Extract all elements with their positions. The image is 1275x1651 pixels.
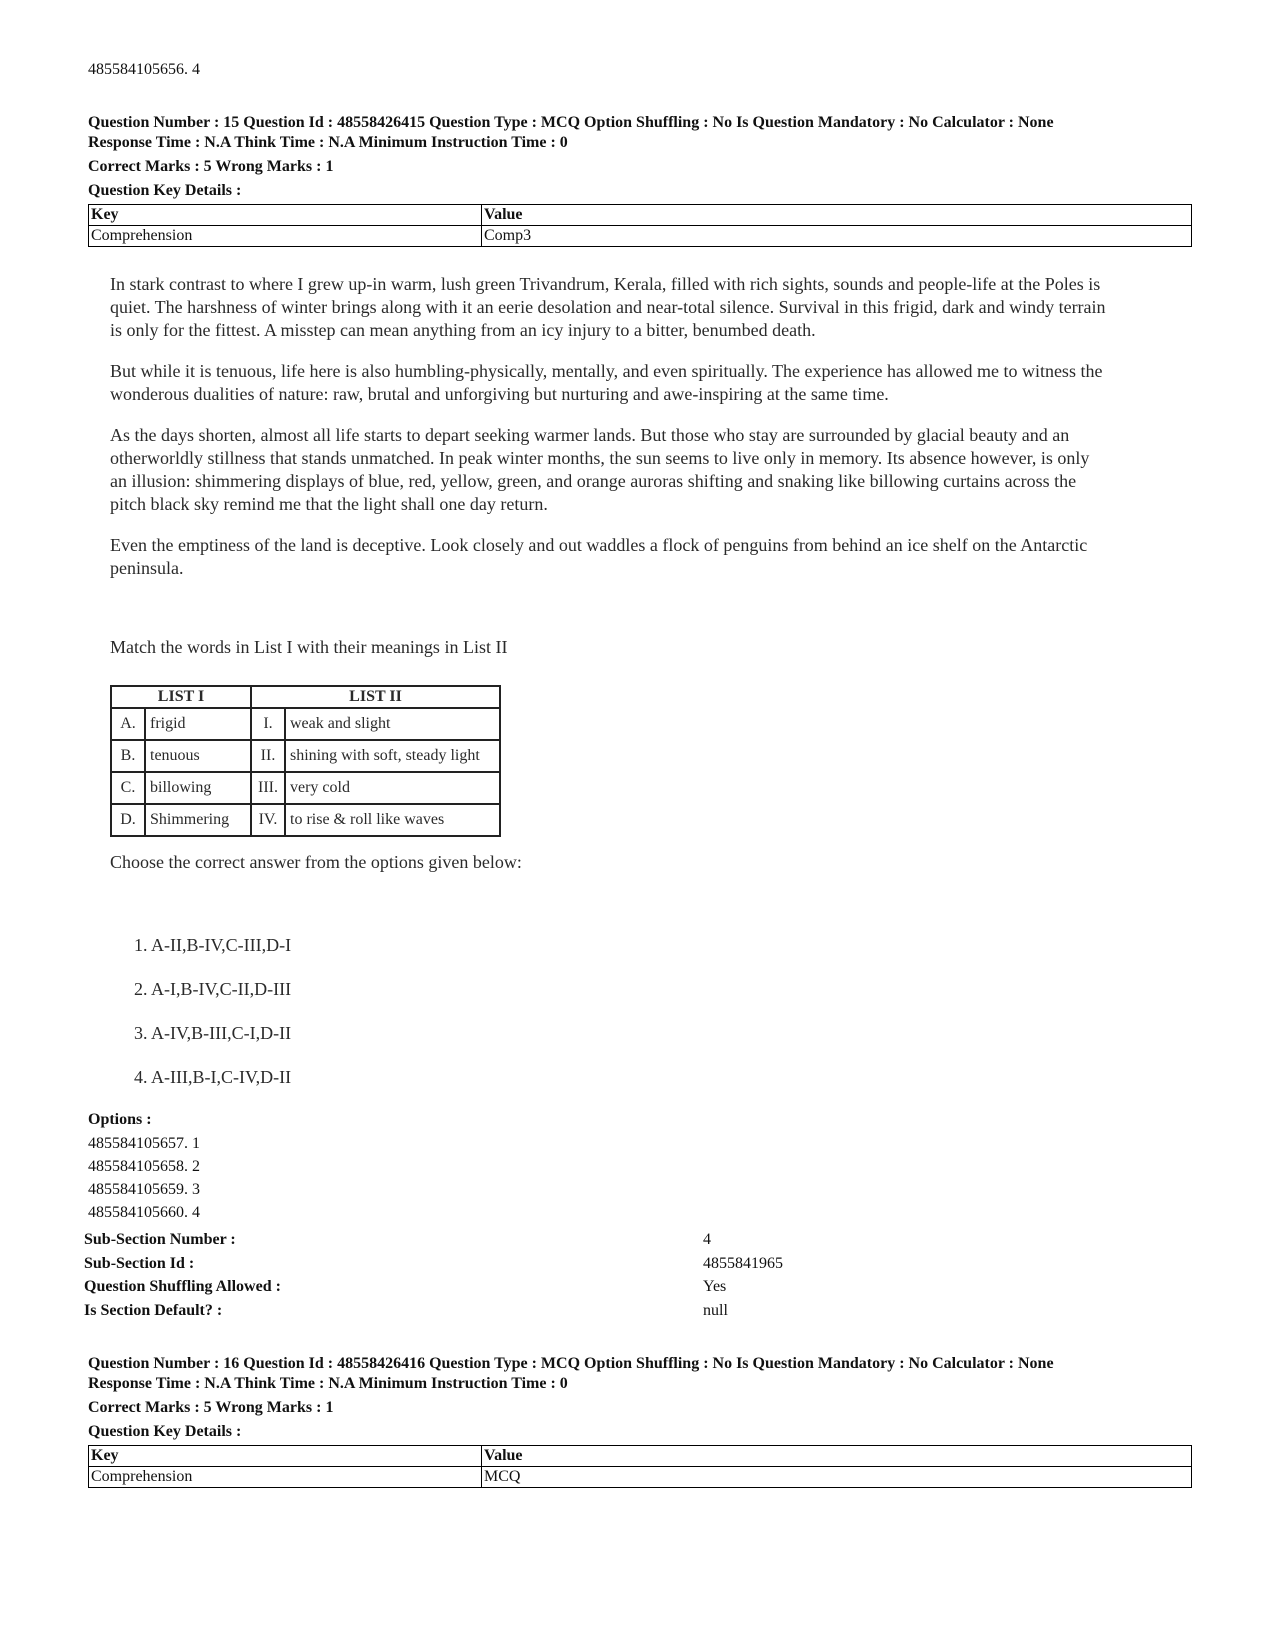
- q16-header-line1: Question Number : 16 Question Id : 48558426416 Question Type : MCQ Option Shuffling : No Is Question Mandatory : No Calculator : None: [88, 1355, 1054, 1372]
- passage-line: Even the emptiness of the land is deceptive. Look closely and out waddles a flock of penguins from behind an ice shelf on the Antarctic: [110, 535, 1088, 555]
- list-ii-meaning: weak and slight: [285, 708, 500, 740]
- list-i-letter: D.: [111, 804, 145, 836]
- table-row: [111, 708, 500, 740]
- passage-line: pitch black sky remind me that the light shall one day return.: [110, 494, 548, 514]
- choose-instruction: Choose the correct answer from the options given below:: [110, 852, 522, 872]
- passage-line: But while it is tenuous, life here is also humbling-physically, mentally, and even spiritually. The experience has allowed me to witness the: [110, 361, 1103, 381]
- options-label: Options :: [88, 1111, 152, 1128]
- list-i-header: LIST I: [111, 686, 251, 708]
- key-header: Key: [89, 1446, 482, 1467]
- passage-line: is only for the fittest. A misstep can mean anything from an icy injury to a bitter, benumbed death.: [110, 320, 816, 340]
- q15-header-line1: Question Number : 15 Question Id : 48558426415 Question Type : MCQ Option Shuffling : No Is Question Mandatory : No Calculator : None: [88, 114, 1054, 131]
- passage-line: peninsula.: [110, 558, 184, 578]
- match-table: [110, 685, 501, 837]
- q15-key-details-label: Question Key Details :: [88, 182, 242, 199]
- list-ii-meaning: to rise & roll like waves: [285, 804, 500, 836]
- passage: [110, 273, 1200, 598]
- choice-1: 1. A-II,B-IV,C-III,D-I: [134, 935, 292, 955]
- list-ii-numeral: IV.: [251, 804, 285, 836]
- passage-line: In stark contrast to where I grew up-in warm, lush green Trivandrum, Kerala, filled with rich sights, sounds and people-life at the Poles is: [110, 274, 1101, 294]
- shuffle-value: Yes: [703, 1278, 727, 1295]
- key-cell: Comprehension: [89, 1467, 482, 1488]
- passage-paragraph-2: [110, 360, 1200, 406]
- list-ii-meaning: very cold: [285, 772, 500, 804]
- list-ii-meaning: shining with soft, steady light: [285, 740, 500, 772]
- match-instruction: Match the words in List I with their meanings in List II: [110, 637, 508, 657]
- section-default-value: null: [703, 1302, 728, 1319]
- passage-line: As the days shorten, almost all life starts to depart seeking warmer lands. But those who stay are surrounded by glacial beauty and an: [110, 425, 1070, 445]
- passage-paragraph-4: [110, 534, 1200, 580]
- section-default-label: Is Section Default? :: [84, 1302, 223, 1319]
- list-i-word: Shimmering: [145, 804, 251, 836]
- passage-paragraph-3: [110, 424, 1200, 516]
- subsection-id-label: Sub-Section Id :: [84, 1255, 195, 1272]
- shuffle-label: Question Shuffling Allowed :: [84, 1278, 281, 1295]
- table-row: [111, 772, 500, 804]
- table-row: [111, 804, 500, 836]
- list-i-word: billowing: [145, 772, 251, 804]
- subsection-number-label: Sub-Section Number :: [84, 1231, 236, 1248]
- value-header: Value: [482, 205, 1192, 226]
- list-i-letter: C.: [111, 772, 145, 804]
- passage-line: wonderous dualities of nature: raw, brutal and unforgiving but nurturing and awe-inspiring at the same time.: [110, 384, 889, 404]
- list-ii-numeral: II.: [251, 740, 285, 772]
- passage-paragraph-1: [110, 273, 1200, 342]
- q15-marks: Correct Marks : 5 Wrong Marks : 1: [88, 158, 334, 175]
- option-id: 485584105657. 1: [88, 1135, 200, 1152]
- list-ii-numeral: I.: [251, 708, 285, 740]
- subsection-number: 4: [703, 1231, 711, 1248]
- choice-2: 2. A-I,B-IV,C-II,D-III: [134, 979, 292, 999]
- list-ii-header: LIST II: [251, 686, 500, 708]
- list-i-letter: B.: [111, 740, 145, 772]
- list-i-word: tenuous: [145, 740, 251, 772]
- list-i-word: frigid: [145, 708, 251, 740]
- option-id: 485584105658. 2: [88, 1158, 200, 1175]
- passage-line: quiet. The harshness of winter brings along with it an eerie desolation and near-total silence. Survival in this frigid, dark and windy terrain: [110, 297, 1106, 317]
- q15-header-line2: Response Time : N.A Think Time : N.A Minimum Instruction Time : 0: [88, 134, 568, 151]
- list-i-letter: A.: [111, 708, 145, 740]
- key-cell: Comprehension: [89, 226, 482, 247]
- q16-header-line2: Response Time : N.A Think Time : N.A Minimum Instruction Time : 0: [88, 1375, 568, 1392]
- subsection-id: 4855841965: [703, 1255, 783, 1272]
- value-cell: MCQ: [482, 1467, 1192, 1488]
- value-header: Value: [482, 1446, 1192, 1467]
- q16-key-details-label: Question Key Details :: [88, 1423, 242, 1440]
- passage-line: an illusion: shimmering displays of blue, red, yellow, green, and orange auroras shifting and snaking like billowing curtains across the: [110, 471, 1077, 491]
- option-id: 485584105659. 3: [88, 1181, 200, 1198]
- q15-key-table: [88, 204, 1192, 247]
- list-ii-numeral: III.: [251, 772, 285, 804]
- passage-line: otherworldly stillness that stands unmatched. In peak winter months, the sun seems to live only in memory. Its absence however, is only: [110, 448, 1090, 468]
- table-row: [111, 740, 500, 772]
- value-cell: Comp3: [482, 226, 1192, 247]
- choice-3: 3. A-IV,B-III,C-I,D-II: [134, 1023, 292, 1043]
- q16-marks: Correct Marks : 5 Wrong Marks : 1: [88, 1399, 334, 1416]
- option-id: 485584105660. 4: [88, 1204, 200, 1221]
- key-header: Key: [89, 205, 482, 226]
- previous-option-line: 485584105656. 4: [88, 61, 200, 78]
- choice-4: 4. A-III,B-I,C-IV,D-II: [134, 1067, 292, 1087]
- q16-key-table: [88, 1445, 1192, 1488]
